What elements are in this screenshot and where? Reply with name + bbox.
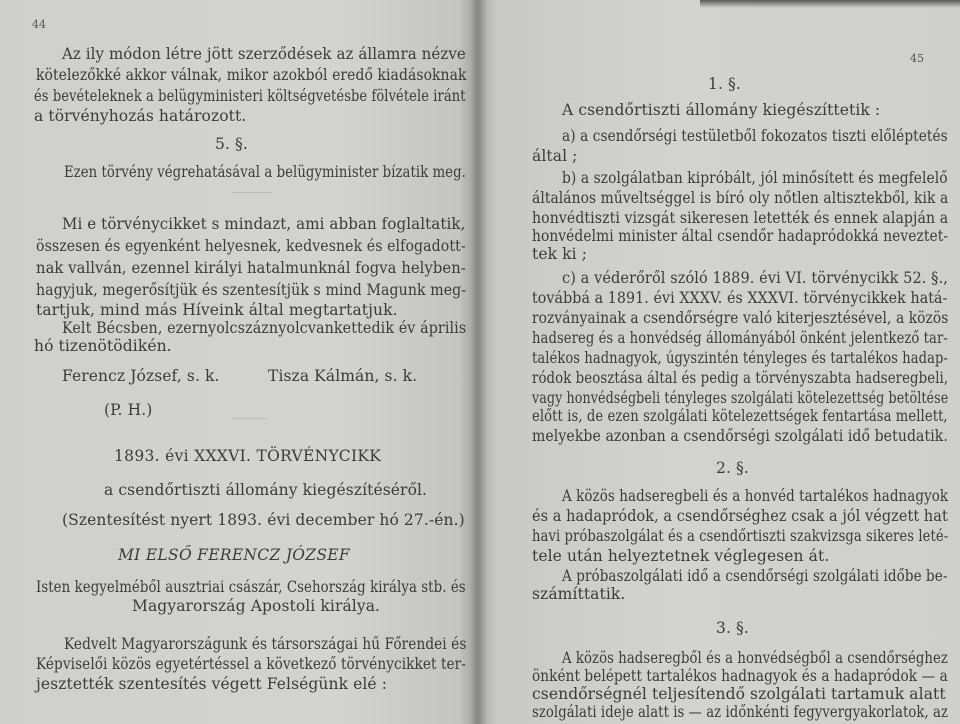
item-c-line: ródok beosztása által és pedig a törvényszabta hadseregbeli, [532,369,949,387]
section-heading: 3. §. [716,619,749,637]
item-b-line: honvédelmi minister által csendőr hadapródokká neveztet- [532,227,949,245]
page-number-left: 44 [32,18,46,31]
section-text: Ezen törvény végrehatásával a belügyminister bízatik meg. [64,163,466,181]
section-heading: 2. §. [716,459,749,477]
intro-line: a törvényhozás határozott. [34,107,247,125]
item-c-line: rozványainak a csendőrségre való kiterjesztésével, a közös [532,309,949,327]
intro-line: kötelezőkké akkor válnak, mikor azokból eredő kiadásoknak [36,66,467,84]
titles-line: Magyarország Apostoli királya. [132,597,381,615]
signature-minister: Tisza Kálmán, s. k. [268,367,418,385]
section-intro: A csendőrtiszti állomány kiegészíttetik : [562,101,881,119]
enactment-line: összesen és egyenként helyesnek, kedvesnek és elfogadott- [36,237,466,255]
item-c-line: továbbá a 1891. évi XXXV. és XXXVI. törvénycikkek hatá- [532,289,948,307]
item-c-line: talékos hadnagyok, úgyszintén tényleges és tartalékos hadap- [532,349,948,367]
section-heading: 1. §. [708,75,741,93]
enactment-line: Mi e törvénycikket s mindazt, ami abban foglaltatik, [62,215,466,233]
seal-note: (P. H.) [104,401,153,419]
law-title: 1893. évi XXXVI. TÖRVÉNYCIKK [114,447,382,465]
item-c-line: melyekbe azonban a csendőrségi szolgálati idő betudatik. [532,427,948,445]
enactment-line: hagyjuk, megerősítjük és szentesítjük s mind Magunk meg- [36,281,467,299]
item-b-line: általános műveltséggel is bíró oly nőtlen altisztekből, kik a [532,189,949,207]
monarch-name: MI ELSŐ FERENCZ JÓZSEF [118,546,350,564]
item-a-line: a) a csendőrségi testületből fokozatos tiszti előléptetés [562,127,948,145]
law-subtitle: a csendőrtiszti állomány kiegészítéséről. [104,481,428,499]
section2-line: A próbaszolgálati idő a csendőrségi szolgálati időbe be- [562,567,948,585]
divider [232,418,268,419]
item-b-line: honvédtiszti vizsgát sikeresen letették és ennek alapján a [532,209,949,227]
intro-line: Az ily módon létre jött szerződések az államra nézve [62,45,466,63]
item-c-line: vagy honvédségbeli tényleges szolgálati kötelezettség betöltése [532,389,949,407]
page-number-right: 45 [910,52,924,65]
divider [232,192,272,193]
section2-line: A közös hadseregbeli és a honvéd tartalékos hadnagyok [562,487,949,505]
item-c-line: hadsereg és a honvédség állományából önként jelentkező tar- [532,329,948,347]
closing-line: Képviselői közös egyetértéssel a következő törvénycikket ter- [36,655,466,673]
section3-line: A közös hadseregből és a honvédségből a csendőrséghez [562,649,948,667]
right-page [478,0,960,724]
section3-line: csendőrségnél teljesítendő szolgálati tartamuk alatt [532,685,946,703]
closing-line: Kedvelt Magyarországunk és társországai hű Főrendei és [64,635,467,653]
section2-line: havi próbaszolgálat és a csendőrtiszti szakvizsga sikeres leté- [532,527,949,545]
left-page [0,0,478,724]
item-b-line: tek ki ; [532,245,588,263]
intro-line: és bevételeknek a belügyministeri költségvetésbe fölvétele iránt [34,87,466,105]
section3-line: önként belépett tartalékos hadnagyok és a hadapródok — a [532,667,948,685]
place-date-line: hó tizenötödikén. [34,337,172,355]
section2-line: tele után helyeztetnek véglegesen át. [532,547,830,565]
item-b-line: b) a szolgálatban kipróbált, jól minősített és megfelelő [562,169,948,187]
sanction-note: (Szentesítést nyert 1893. évi december hó 27.-én.) [62,511,465,529]
section2-line: és a hadapródok, a csendőrséghez csak a jól végzett hat [532,507,948,525]
book-gutter [470,0,488,724]
item-c-line: c) a véderőről szóló 1889. évi VI. törvénycikk 52. §., [562,269,948,287]
closing-line: jesztették szentesítés végett Felségünk elé : [36,675,388,693]
place-date-line: Kelt Bécsben, ezernyolcszáznyolcvankettedik év április [62,319,467,337]
item-a-line: által ; [532,147,578,165]
signature-monarch: Ferencz József, s. k. [62,367,220,385]
enactment-line: nak vallván, ezennel királyi hatalmunknál fogva helyben- [36,259,466,277]
item-c-line: előtt is, de ezen szolgálati kötelezettségek fentartása mellett, [532,407,948,425]
section-heading: 5. §. [215,135,248,153]
section3-line: szolgálati ideje alatt is — az időnkénti fegyvergyakorlatok, az [532,703,948,721]
enactment-line: tartjuk, mind más Híveink által megtartatjuk. [36,301,398,319]
page-edge-shadow [700,0,960,8]
titles-line: Isten kegyelméből ausztriai császár, Csehország királya stb. és [36,578,466,596]
section2-line: számíttatik. [532,585,626,603]
